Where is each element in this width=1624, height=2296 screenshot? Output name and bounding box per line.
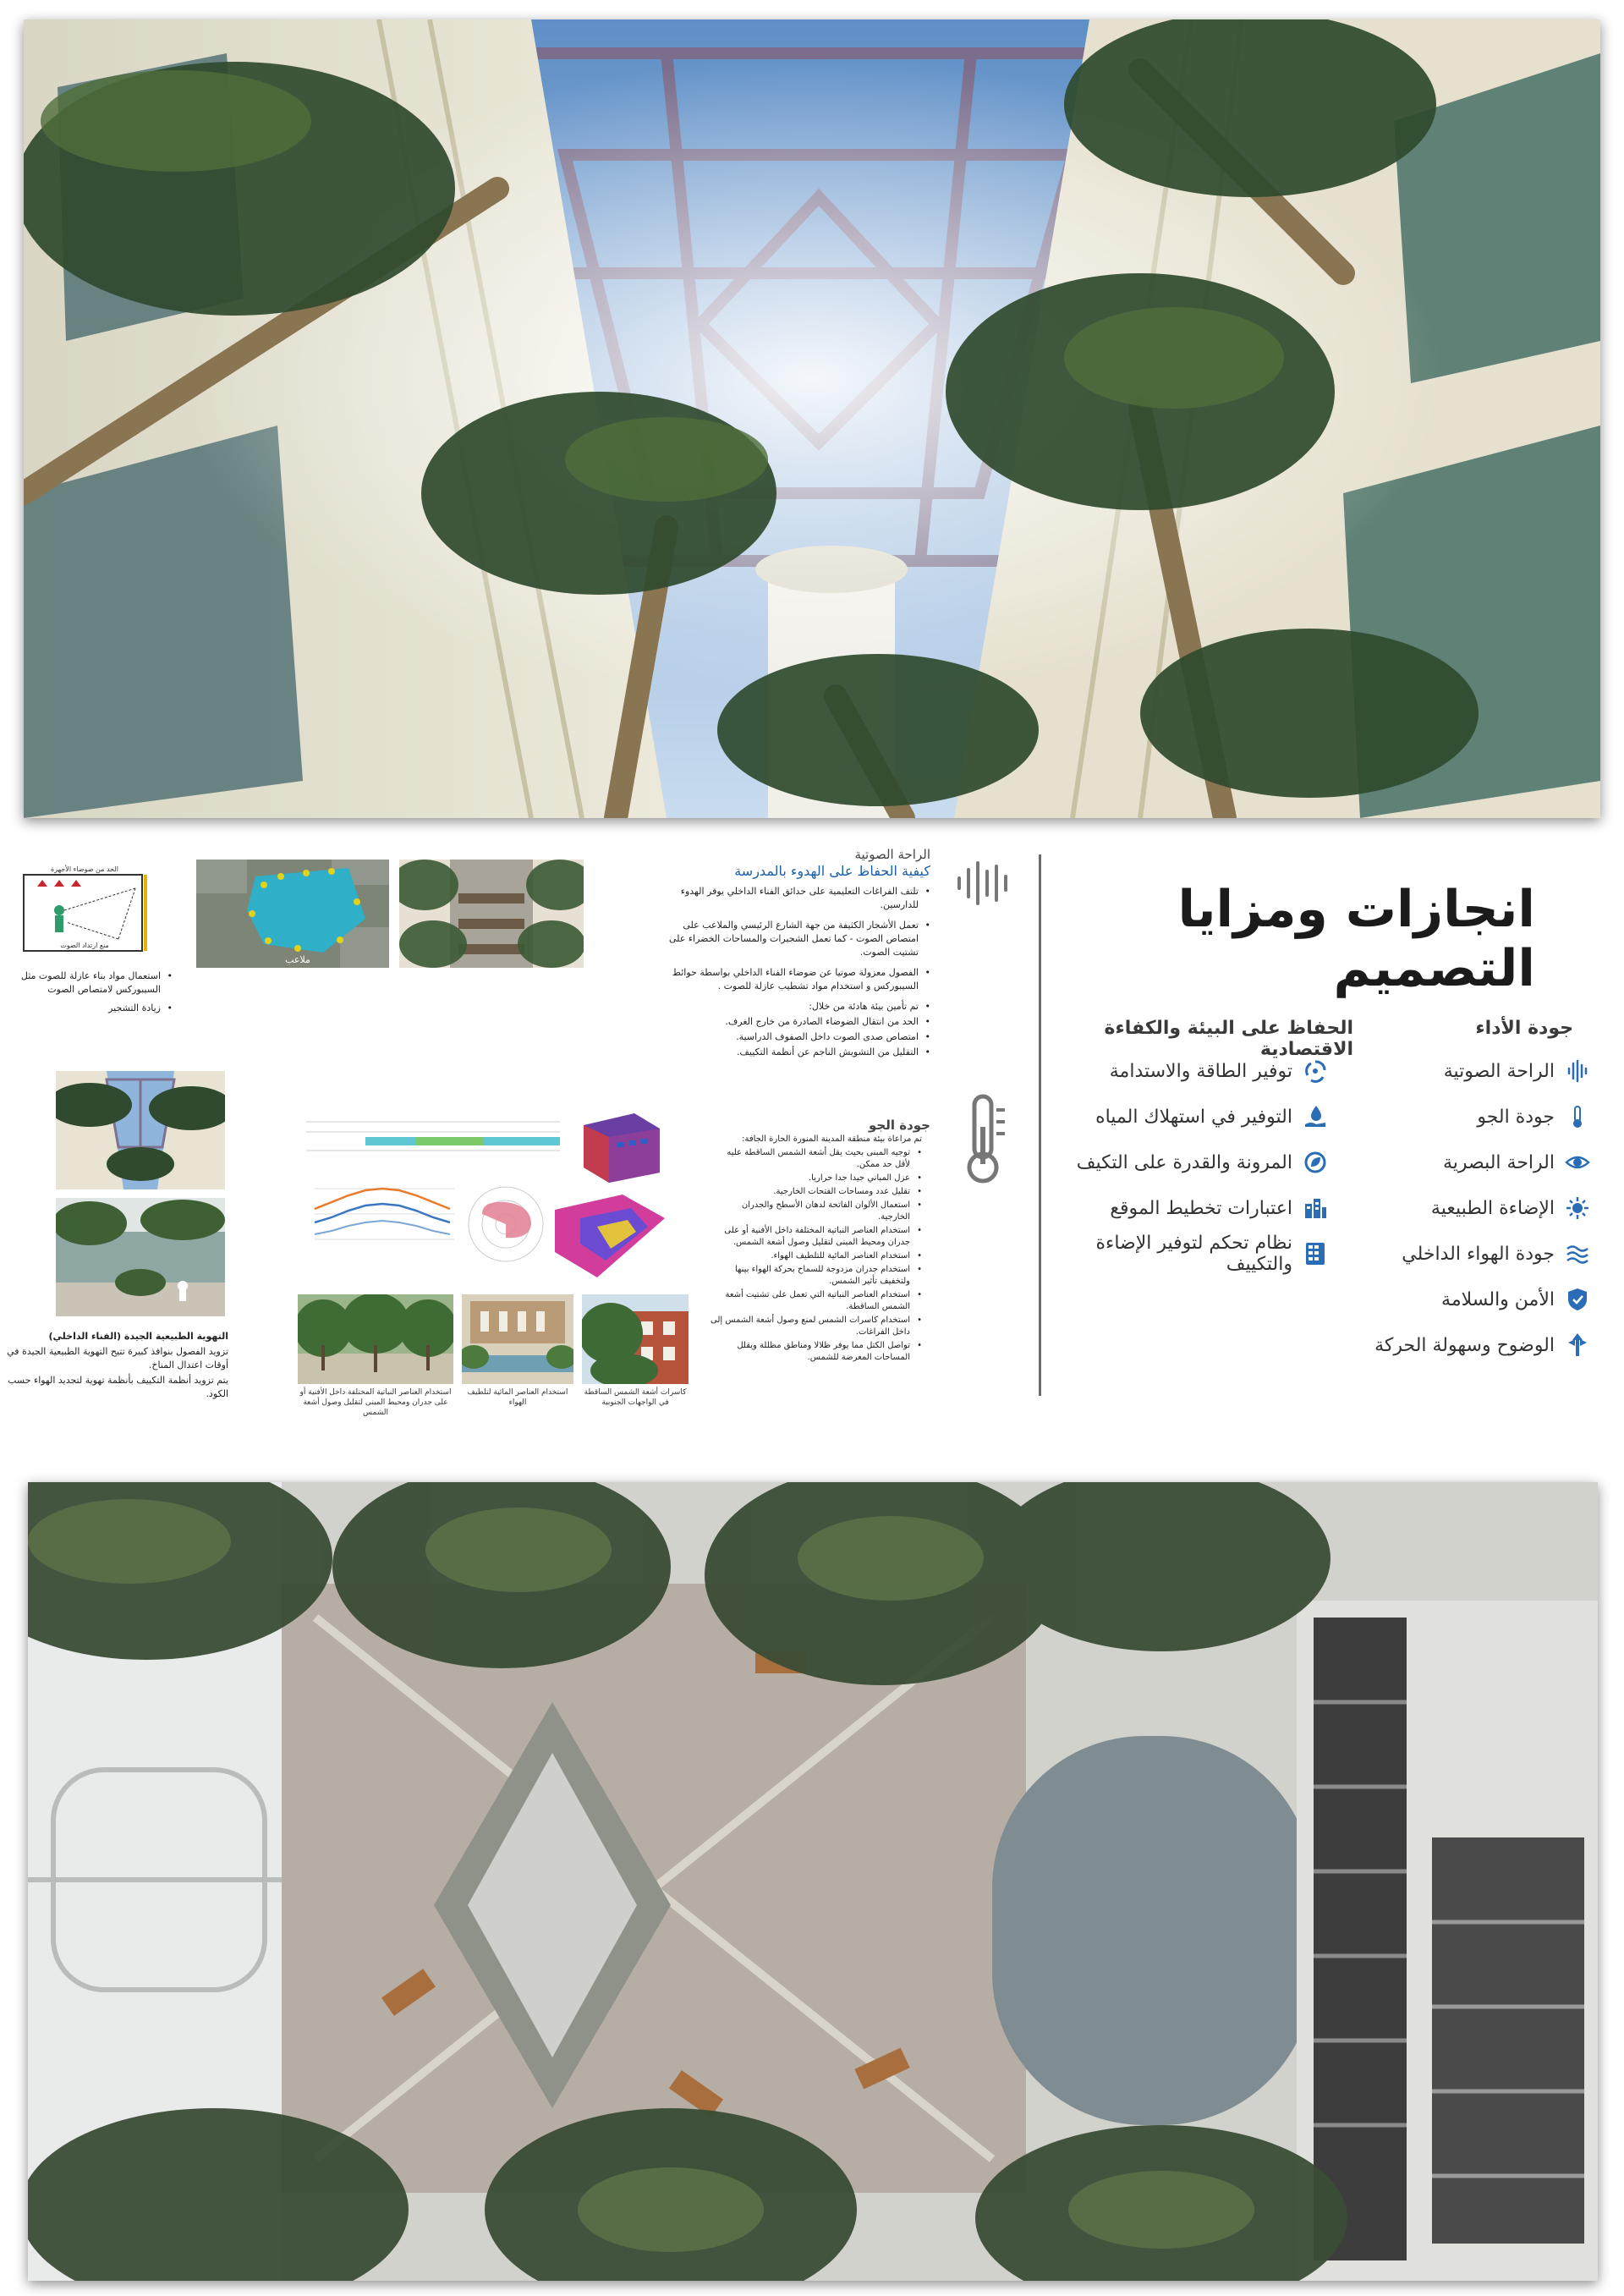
feature-label: الأمن والسلامة xyxy=(1441,1288,1555,1310)
control-panel-icon xyxy=(1303,1241,1328,1266)
list-item: • عزل المباني جيدا جدا حراريا. xyxy=(710,1173,922,1184)
list-item xyxy=(1370,1236,1590,1272)
list-item: • تقليل عدد ومساحات الفتحات الخارجية. xyxy=(710,1186,922,1198)
vertical-divider xyxy=(1039,854,1041,1396)
diagram-label-bottom: منع ارتداد الصوت xyxy=(60,942,109,949)
performance-heading: جودة الأداء xyxy=(1475,1018,1573,1039)
list-item xyxy=(1057,1145,1328,1180)
feature-label: توفير الطاقة والاستدامة xyxy=(1109,1060,1292,1082)
acoustic-subheading: كيفية الحفاظ على الهدوء بالمدرسة xyxy=(734,863,930,879)
list-item: • تواصل الكتل مما يوفر ظلالا ومناطق مظللة ويقلل المساحات المعرضة للشمس. xyxy=(710,1340,922,1364)
recycle-icon xyxy=(1303,1058,1328,1084)
feature-label: الراحة الصوتية xyxy=(1443,1060,1555,1082)
list-item xyxy=(1057,1099,1328,1134)
sound-diagram xyxy=(17,863,152,958)
water-feature-photo xyxy=(462,1294,573,1384)
list-item: • التقليل من التشويش الناجم عن أنظمة التكييف. xyxy=(651,1046,930,1059)
list-item xyxy=(1057,1233,1328,1275)
atrium-skylight-photo xyxy=(56,1071,225,1189)
list-item xyxy=(1370,1190,1590,1226)
water-hand-icon xyxy=(1303,1104,1328,1129)
sun-breaker-photo xyxy=(582,1294,689,1384)
site-label: ملاعب xyxy=(285,954,310,965)
climate-heading: جودة الجو xyxy=(869,1118,930,1133)
list-item: • توجيه المبنى بحيث يقل أشعة الشمس الساقطة عليه لأقل حد ممكن. xyxy=(710,1147,922,1171)
list-item: • استخدام كاسرات الشمس لمنع وصول أشعة الشمس إلى داخل الفراغات. xyxy=(710,1315,922,1338)
air-wave-icon xyxy=(1565,1241,1590,1266)
climate-data-table-graphic xyxy=(306,1113,560,1159)
sound-side-bullets xyxy=(17,969,173,1017)
list-item: • استخدام العناصر النباتية المختلفة داخل الأفنية أو على جدران ومحيط المبنى لتقليل وصول أشعة الشمس. xyxy=(710,1225,922,1249)
environment-heading: الحفاظ على البيئة والكفاءة الاقتصادية xyxy=(1104,1018,1353,1060)
atrium-render-image xyxy=(24,19,1600,818)
feature-label: التوفير في استهلاك المياه xyxy=(1095,1106,1292,1128)
photo-caption: استخدام العناصر النباتية المختلفة داخل الأفنية أو على جدران ومحيط المبنى لتقليل وصول أشعة الشمس xyxy=(299,1388,452,1417)
courtyard-plan-render-image xyxy=(28,1482,1598,2281)
shield-icon xyxy=(1565,1287,1590,1312)
sound-wave-icon xyxy=(1565,1058,1590,1084)
leaf-cycle-icon xyxy=(1303,1150,1328,1175)
feature-label: جودة الهواء الداخلي xyxy=(1402,1243,1555,1265)
thermometer-icon xyxy=(1565,1104,1590,1129)
list-item: تم مراعاة بيئة منطقة المدينة المنورة الحارة الجافة: xyxy=(742,1134,922,1144)
list-item: • استعمال الألوان الفاتحة لدهان الأسطح والجدران الخارجية. xyxy=(710,1200,922,1223)
acoustic-heading: الراحة الصوتية xyxy=(854,847,930,862)
solar-analysis-render xyxy=(546,1193,668,1281)
list-item: • الحد من انتقال الضوضاء الصادرة من خارج الغرف. xyxy=(651,1015,930,1029)
photo-caption: كاسرات أشعة الشمس الساقطة في الواجهات الجنوبية xyxy=(584,1388,687,1407)
list-item xyxy=(1057,1190,1328,1226)
performance-list xyxy=(1370,1053,1590,1373)
climate-bullets xyxy=(710,1134,922,1365)
site-plan-icon xyxy=(1303,1195,1328,1221)
list-item: • استخدام جدران مزدوجة للسماح بحركة الهواء بينها ولتخفيف تأثير الشمس. xyxy=(710,1264,922,1288)
list-item: تزويد الفصول بنوافذ كبيرة تتيح التهوية الطبيعية الجيدة في أوقات اعتدال المناخ. xyxy=(7,1346,228,1370)
list-item xyxy=(1057,1053,1328,1089)
list-item: • استخدام العناصر النباتية التي تعمل على تشتيت أشعة الشمس الساقطة. xyxy=(710,1289,922,1313)
feature-label: المرونة والقدرة على التكيف xyxy=(1076,1151,1292,1173)
courtyard-seating-photo xyxy=(56,1198,225,1316)
list-item xyxy=(1370,1327,1590,1363)
temperature-chart-graphic xyxy=(306,1172,458,1282)
list-item: • استخدام العناصر المائية للتلطيف الهواء. xyxy=(710,1250,922,1262)
environment-list xyxy=(1057,1053,1328,1282)
feature-label: الإضاءة الطبيعية xyxy=(1430,1197,1555,1219)
directions-icon xyxy=(1565,1332,1590,1358)
list-item xyxy=(1370,1099,1590,1134)
feature-label: جودة الجو xyxy=(1477,1106,1555,1128)
list-item: • تلتف الفراغات التعليمية على حدائق الفناء الداخلي يوفر الهدوء للدارسين. xyxy=(651,885,930,912)
site-map-thumbnail xyxy=(196,860,389,968)
list-item: • تعمل الأشجار الكثيفة من جهة الشارع الرئيسي والملاعب على امتصاص الصوت - كما تعمل الشجيرات والمساحات الخضراء على تشتيت الصوت. xyxy=(651,919,930,959)
tree-shade-photo xyxy=(298,1294,453,1384)
diagram-label-top: الحد من ضوضاء الأجهزة xyxy=(51,865,118,873)
ventilation-heading: التهوية الطبيعية الجيدة (الفناء الداخلي) xyxy=(48,1331,228,1342)
wind-rose-graphic xyxy=(457,1172,555,1282)
thermal-analysis-render xyxy=(567,1108,668,1184)
ventilation-text xyxy=(7,1330,228,1403)
feature-label: الراحة البصرية xyxy=(1442,1151,1555,1173)
sun-icon xyxy=(1565,1195,1590,1221)
list-item: • زيادة التشجير xyxy=(17,1002,173,1015)
eye-icon xyxy=(1565,1150,1590,1175)
list-item: • الفصول معزولة صوتيا عن ضوضاء الفناء الداخلي بواسطة حوائط السيبوركس و استخدام مواد تشطيب عازلة للصوت . xyxy=(651,966,930,993)
photo-caption: استخدام العناصر المائية لتلطيف الهواء xyxy=(467,1388,568,1407)
list-item xyxy=(1370,1282,1590,1317)
list-item: • امتصاص صدى الصوت داخل الصفوف الدراسية. xyxy=(651,1030,930,1044)
feature-label: نظام تحكم لتوفير الإضاءة والتكييف xyxy=(1095,1233,1292,1275)
atrium-thumbnail xyxy=(399,860,584,968)
sound-wave-icon xyxy=(954,861,1013,905)
acoustic-bullets xyxy=(651,885,930,1061)
list-item: يتم تزويد أنظمة التكييف بأنظمة تهوية لتجديد الهواء حسب الكود. xyxy=(8,1375,228,1399)
feature-label: الوضوح وسهولة الحركة xyxy=(1374,1334,1555,1356)
list-item xyxy=(1370,1145,1590,1180)
feature-label: اعتبارات تخطيط الموقع xyxy=(1110,1197,1292,1219)
list-item: • تم تأمين بيئة هادئة من خلال: xyxy=(651,1000,930,1013)
page-title: انجازات ومزايا التصميم xyxy=(1177,880,1535,998)
list-item xyxy=(1370,1053,1590,1089)
list-item: • استعمال مواد بناء عازلة للصوت مثل السيبوركس لامتصاص الصوت xyxy=(17,969,173,997)
thermometer-icon xyxy=(957,1093,1008,1186)
